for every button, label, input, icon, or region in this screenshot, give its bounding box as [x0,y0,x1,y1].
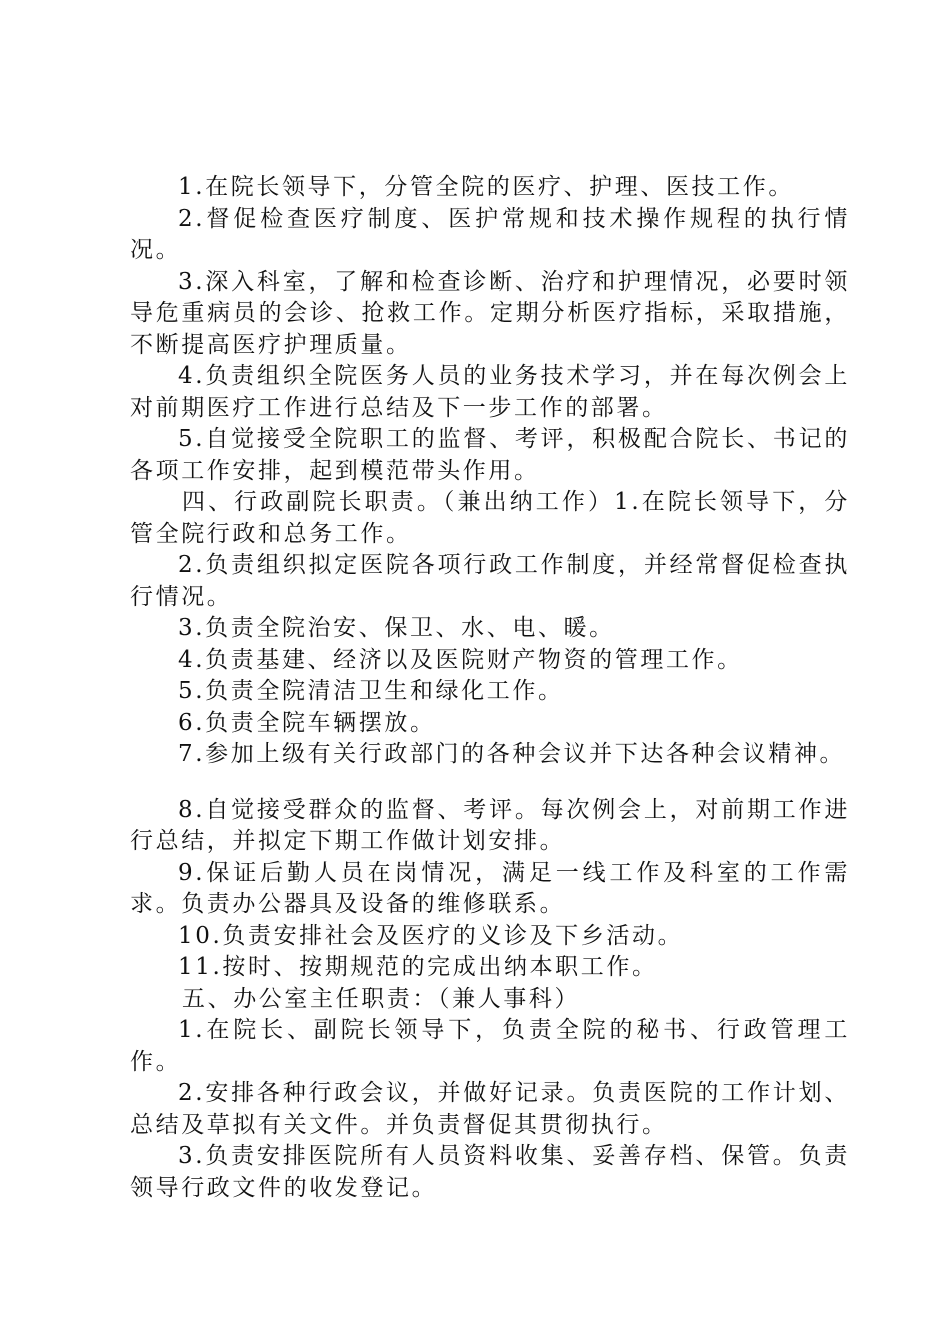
paragraph-12: 7.参加上级有关行政部门的各种会议并下达各种会议精神。 [178,741,846,767]
paragraph-5: 5.自觉接受全院职工的监督、考评，积极配合院长、书记的各项工作安排，起到模范带头作用。 [130,426,850,484]
paragraph-20: 3.负责安排医院所有人员资料收集、妥善存档、保管。负责领导行政文件的收发登记。 [130,1143,850,1201]
paragraph-19: 2.安排各种行政会议，并做好记录。负责医院的工作计划、总结及草拟有关文件。并负责督促其贯彻执行。 [130,1080,850,1138]
paragraph-18: 1.在院长、副院长领导下，负责全院的秘书、行政管理工作。 [130,1017,850,1075]
paragraph-9: 4.负责基建、经济以及医院财产物资的管理工作。 [178,646,743,673]
paragraph-gap [130,771,850,795]
paragraph-14: 9.保证后勤人员在岗情况，满足一线工作及科室的工作需求。负责办公器具及设备的维修联系。 [130,859,850,917]
section-heading-office-director: 五、办公室主任职责：（兼人事科） [182,985,581,1012]
section-heading-vice-president-admin: 四、行政副院长职责。（兼出纳工作）1.在院长领导下，分管全院行政和总务工作。 [130,489,850,547]
paragraph-7: 2.负责组织拟定医院各项行政工作制度，并经常督促检查执行情况。 [130,552,850,610]
paragraph-13: 8.自觉接受群众的监督、考评。每次例会上，对前期工作进行总结，并拟定下期工作做计划安排。 [130,796,850,854]
paragraph-11: 6.负责全院车辆摆放。 [178,709,436,736]
document-body [130,172,850,1204]
paragraph-1: 1.在院长领导下，分管全院的医疗、护理、医技工作。 [178,174,794,200]
paragraph-16: 11.按时、按期规范的完成出纳本职工作。 [178,954,658,980]
paragraph-10: 5.负责全院清洁卫生和绿化工作。 [178,678,564,704]
paragraph-15: 10.负责安排社会及医疗的义诊及下乡活动。 [178,922,684,949]
paragraph-2: 2.督促检查医疗制度、医护常规和技术操作规程的执行情况。 [130,205,850,263]
paragraph-8: 3.负责全院治安、保卫、水、电、暖。 [178,615,615,641]
paragraph-4: 4.负责组织全院医务人员的业务技术学习，并在每次例会上对前期医疗工作进行总结及下一步工作的部署。 [130,363,850,421]
paragraph-3: 3.深入科室，了解和检查诊断、治疗和护理情况，必要时领导危重病员的会诊、抢救工作。定期分析医疗指标，采取措施，不断提高医疗护理质量。 [130,268,850,358]
